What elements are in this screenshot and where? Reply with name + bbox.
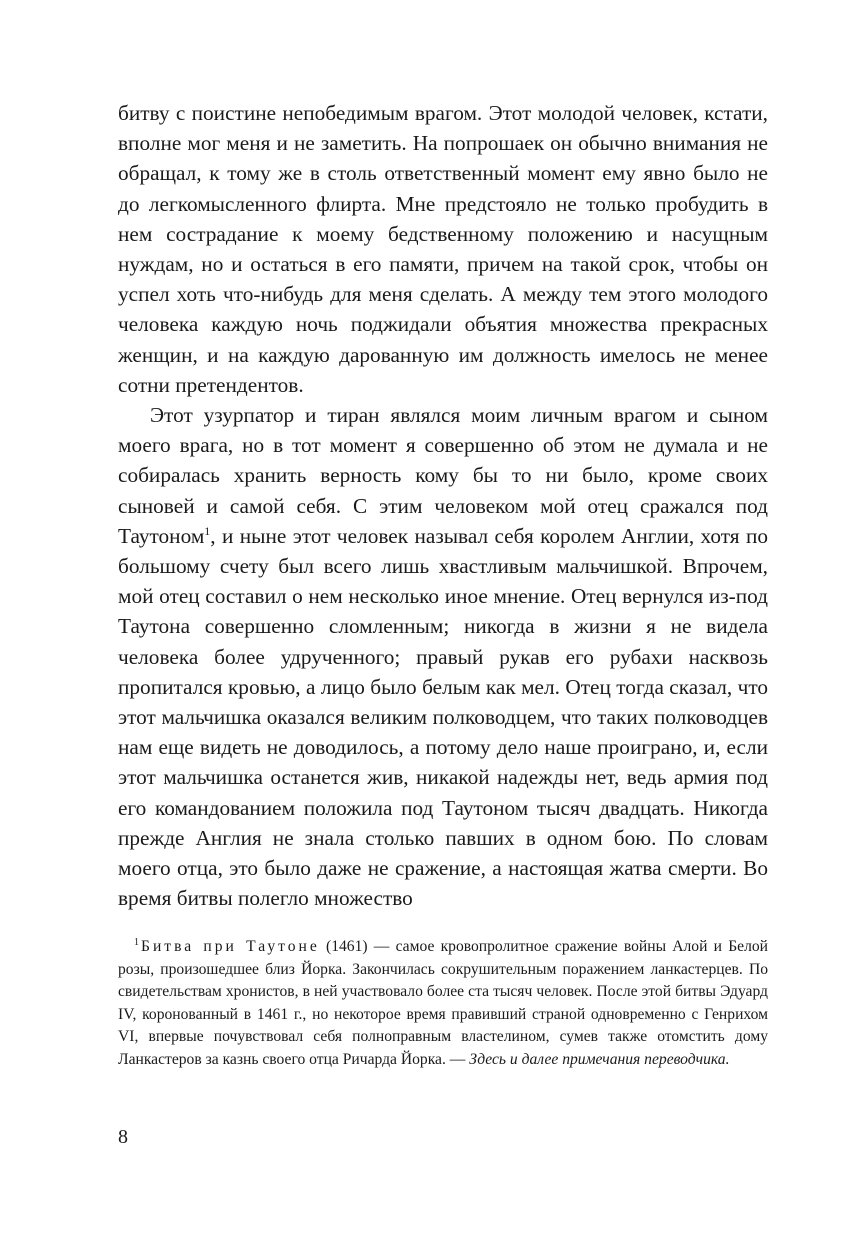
paragraph-2-end: , и ныне этот человек называл себя королем Англии, хотя по большому счету был всего лишь хвастливым мальчишкой. Впрочем, мой отец составил о нем несколько иное мнение. Отец вернулся из-под Таутона совершенно сломленным; никогда в жизни я не видела человека более удрученного; правый рукав его рубахи насквозь пропитался кровью, а лицо было белым как мел. Отец тогда сказал, что этот мальчишка оказался великим полководцем, что таких полководцев нам еще видеть не доводилось, а потому дело наше проиграно, и, если этот мальчишка останется жив, никакой надежды нет, ведь армия под его командованием положила под Таутоном тысяч двадцать. Никогда прежде Англия не знала столько павших в одном бою. По словам моего отца, это было даже не сражение, а настоящая жатва смерти. Во время битвы полегло множество	[118, 523, 768, 911]
translator-note: Здесь и далее примечания переводчика.	[469, 1050, 730, 1068]
footnote-mark: 1	[134, 936, 139, 948]
paragraph-2	[118, 400, 768, 913]
footnote-section	[118, 936, 768, 1071]
footnote-term: Битва при Таутоне	[141, 938, 320, 955]
main-text	[118, 98, 768, 913]
paragraph-1: битву с поистине непобедимым врагом. Этот молодой человек, кстати, вполне мог меня и не заметить. На попрошаек он обычно внимания не обращал, к тому же в столь ответственный момент ему явно было не до легкомысленного флирта. Мне предстояло не только пробудить в нем сострадание к моему бедственному положению и насущным нуждам, но и остаться в его памяти, причем на такой срок, чтобы он успел хоть что-нибудь для меня сделать. А между тем этого молодого человека каждую ночь поджидали объятия множества прекрасных женщин, и на каждую дарованную им должность имелось не менее сотни претендентов.	[118, 101, 768, 397]
footnote-1	[118, 936, 768, 1071]
page-number: 8	[118, 1126, 128, 1148]
paragraph-2-start: Этот узурпатор и тиран являлся моим личным врагом и сыном моего врага, но в тот момент я совершенно об этом не думала и не собиралась хранить верность кому бы то ни было, кроме своих сыновей и самой себя. С этим человеком мой отец сражался под Таутоном	[118, 403, 768, 548]
footnote-text: (1461) — самое кровопролитное сражение войны Алой и Белой розы, произошедшее близ Йорка. Закончилась сокрушительным поражением ланкастерцев. По свидетельствам хронистов, в ней участвовало более ста тысяч человек. После этой битвы Эдуард IV, коронованный в 1461 г., но некоторое время правивший страной одновременно с Генрихом VI, впервые почувствовал себя полноправным властелином, сумев также отомстить дому Ланкастеров за казнь своего отца Ричарда Йорка. —	[118, 938, 768, 1068]
footnote-reference: 1	[204, 523, 211, 538]
